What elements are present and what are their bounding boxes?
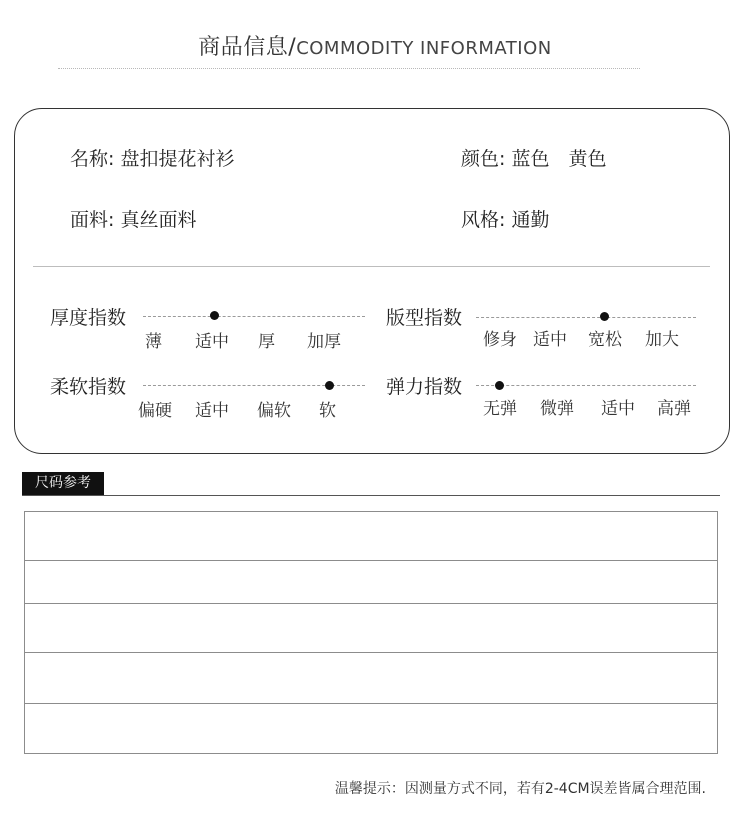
fit-option: 加大	[645, 330, 679, 350]
softness-option: 软	[319, 401, 336, 421]
name-label: 名称:	[70, 148, 115, 170]
softness-option: 偏软	[257, 401, 291, 421]
thickness-scale-line	[143, 316, 365, 317]
elasticity-selected-marker	[495, 381, 504, 390]
thickness-option: 适中	[195, 332, 229, 352]
card-divider	[33, 266, 710, 267]
size-reference-tag: 尺码参考	[22, 472, 104, 495]
elasticity-option: 无弹	[483, 399, 517, 419]
softness-index-label: 柔软指数	[50, 376, 127, 398]
color-row	[461, 144, 606, 171]
softness-selected-marker	[325, 381, 334, 390]
thickness-option: 加厚	[307, 332, 341, 352]
elasticity-option: 高弹	[657, 399, 691, 419]
title-divider	[58, 68, 640, 69]
elasticity-scale-line	[476, 385, 696, 386]
fit-option: 修身	[483, 330, 517, 350]
name-row	[70, 144, 234, 171]
softness-option: 适中	[195, 401, 229, 421]
page-title	[0, 30, 750, 61]
fabric-row	[70, 205, 196, 232]
fit-option: 适中	[533, 330, 567, 350]
fabric-value: 真丝面料	[120, 209, 197, 231]
title-chinese: 商品信息/	[198, 35, 297, 60]
elasticity-index-label: 弹力指数	[386, 376, 463, 398]
color-value: 蓝色 黄色	[511, 148, 607, 170]
style-label: 风格:	[461, 209, 506, 231]
size-table-row-divider	[24, 652, 718, 653]
size-table-row-divider	[24, 560, 718, 561]
style-value: 通勤	[511, 209, 550, 231]
size-section-divider	[22, 495, 720, 496]
thickness-index-label: 厚度指数	[50, 307, 127, 329]
size-table-row-divider	[24, 703, 718, 704]
color-label: 颜色:	[461, 148, 506, 170]
elasticity-option: 微弹	[540, 399, 574, 419]
name-value: 盘扣提花衬衫	[120, 148, 235, 170]
fabric-label: 面料:	[70, 209, 115, 231]
size-table	[24, 511, 718, 754]
softness-option: 偏硬	[138, 401, 172, 421]
fit-scale-line	[476, 317, 696, 318]
size-table-row-divider	[24, 603, 718, 604]
fit-option: 宽松	[588, 330, 622, 350]
thickness-selected-marker	[210, 311, 219, 320]
fit-selected-marker	[600, 312, 609, 321]
thickness-option: 厚	[258, 332, 275, 352]
fit-index-label: 版型指数	[386, 307, 463, 329]
style-row	[461, 205, 549, 232]
elasticity-option: 适中	[601, 399, 635, 419]
thickness-option: 薄	[145, 332, 162, 352]
measurement-note: 温馨提示：因测量方式不同，若有2-4CM误差皆属合理范围.	[334, 781, 706, 797]
title-english: COMMODITY INFORMATION	[296, 38, 552, 59]
